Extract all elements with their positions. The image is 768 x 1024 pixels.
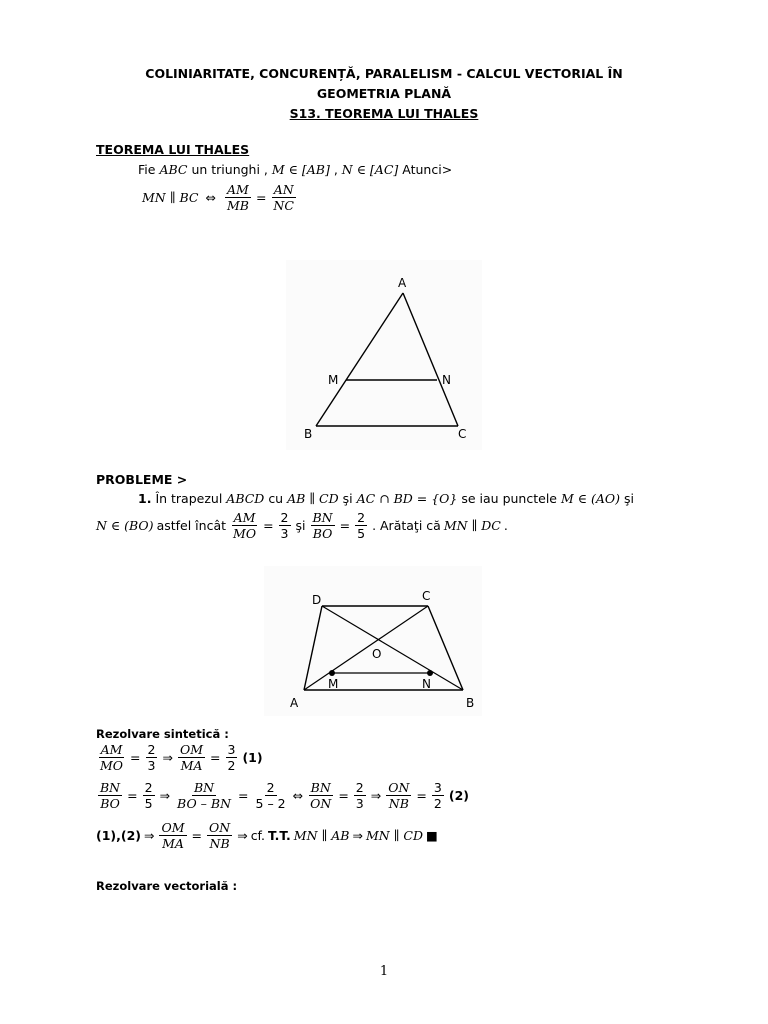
numerator: ON bbox=[209, 820, 231, 835]
denominator: MA bbox=[180, 758, 203, 773]
equals: = bbox=[255, 190, 267, 205]
fraction bbox=[226, 742, 238, 773]
denominator: 5 bbox=[144, 796, 153, 811]
label-b: B bbox=[304, 427, 313, 441]
side-ab bbox=[316, 293, 403, 426]
label-n: N bbox=[422, 677, 431, 691]
label-c: C bbox=[422, 589, 431, 603]
numerator: AM bbox=[100, 742, 123, 757]
fraction bbox=[98, 780, 122, 811]
fraction-2-3 bbox=[279, 510, 291, 541]
text: şi bbox=[624, 491, 634, 506]
diagonal-bd bbox=[322, 606, 463, 690]
fraction bbox=[178, 742, 205, 773]
fraction bbox=[354, 780, 366, 811]
implies-symbol: ⇒ bbox=[159, 788, 171, 803]
synthetic-solution-heading: Rezolvare sintetică : bbox=[96, 727, 229, 741]
denominator: MO bbox=[100, 758, 124, 773]
numerator: 3 bbox=[433, 780, 442, 795]
implies-symbol: ⇒ bbox=[370, 788, 382, 803]
label-c: C bbox=[458, 427, 467, 441]
label-a: A bbox=[290, 696, 299, 710]
side-bc bbox=[428, 606, 463, 690]
vector-solution-heading: Rezolvare vectorială : bbox=[96, 879, 238, 893]
theorem-heading: TEOREMA LUI THALES bbox=[96, 142, 250, 157]
fraction-bn-bo bbox=[311, 510, 335, 541]
denominator: NB bbox=[209, 836, 230, 851]
text: cf. bbox=[250, 828, 266, 843]
denominator: NB bbox=[388, 796, 409, 811]
fraction bbox=[432, 780, 444, 811]
numerator: ON bbox=[388, 780, 410, 795]
problem-number: 1. bbox=[138, 491, 152, 506]
denominator: 3 bbox=[280, 526, 289, 541]
numerator: BN bbox=[100, 780, 121, 795]
text: şi bbox=[295, 518, 306, 533]
denominator: 2 bbox=[227, 758, 236, 773]
numerator: AM bbox=[227, 182, 249, 197]
qed-mark: ■ bbox=[426, 828, 438, 843]
point-n-dot bbox=[427, 670, 433, 676]
numerator: 2 bbox=[357, 510, 366, 525]
denominator: 3 bbox=[355, 796, 364, 811]
fraction-am-mo bbox=[231, 510, 258, 541]
side-ac bbox=[403, 293, 458, 426]
point-n: N ∈ (BO) bbox=[96, 518, 154, 533]
thales-theorem-abbr: T.T. bbox=[268, 828, 291, 843]
denominator: MB bbox=[226, 198, 249, 213]
iff-symbol: ⇔ bbox=[205, 190, 216, 205]
formula-lhs: MN ∥ BC bbox=[142, 190, 199, 205]
label-a: A bbox=[398, 276, 407, 290]
equation-tag-2: (2) bbox=[448, 788, 469, 803]
denominator: MA bbox=[162, 836, 184, 851]
implies-symbol: ⇒ bbox=[352, 828, 363, 843]
numerator: BN bbox=[312, 510, 333, 525]
iff-symbol: ⇔ bbox=[292, 788, 304, 803]
text: se iau punctele bbox=[461, 491, 557, 506]
denominator: BO bbox=[100, 796, 120, 811]
text: cu bbox=[268, 491, 284, 506]
fraction bbox=[254, 780, 288, 811]
denominator: MO bbox=[233, 526, 257, 541]
numerator: 2 bbox=[266, 780, 275, 795]
doc-title-line-2: GEOMETRIA PLANĂ bbox=[316, 86, 452, 101]
text: un triunghi , bbox=[191, 162, 268, 177]
solution-line-3: (1),(2) ⇒ $\frac{OM}{MA}$ = $\frac{ON}{NB}$ ⇒ cf. T.T. MN ∥ AB ⇒ MN ∥ CD ■ bbox=[96, 820, 438, 851]
fraction-an-nc bbox=[271, 182, 296, 213]
fraction bbox=[159, 820, 186, 851]
condition-n: N ∈ [AC] bbox=[341, 162, 399, 177]
numerator: BN bbox=[310, 780, 331, 795]
text: În trapezul bbox=[155, 491, 223, 506]
numerator: AM bbox=[233, 510, 256, 525]
reference-1-2: (1),(2) bbox=[96, 828, 141, 843]
numerator: 2 bbox=[280, 510, 289, 525]
label-d: D bbox=[312, 593, 322, 607]
implies-symbol: ⇒ bbox=[162, 750, 173, 765]
trapezoid-figure bbox=[264, 566, 482, 716]
fraction bbox=[175, 780, 233, 811]
label-m: M bbox=[328, 373, 339, 387]
parallel-ab-cd: AB ∥ CD bbox=[287, 491, 339, 506]
numerator: AN bbox=[273, 182, 294, 197]
side-ad bbox=[304, 606, 322, 690]
fraction bbox=[207, 820, 232, 851]
condition-m: M ∈ [AB] bbox=[271, 162, 330, 177]
fraction-2-5 bbox=[355, 510, 367, 541]
trapezoid-name: ABCD bbox=[226, 491, 265, 506]
problem-1-line-1 bbox=[138, 491, 634, 506]
fraction bbox=[146, 742, 158, 773]
implies-symbol: ⇒ bbox=[144, 828, 155, 843]
numerator: 2 bbox=[147, 742, 156, 757]
denominator: NC bbox=[273, 198, 294, 213]
text: . Arătaţi că bbox=[372, 518, 441, 533]
diagonal-ac bbox=[304, 606, 428, 690]
denominator: 2 bbox=[433, 796, 442, 811]
numerator: OM bbox=[179, 742, 204, 757]
separator: , bbox=[333, 162, 338, 177]
label-n: N bbox=[442, 373, 451, 387]
point-m-dot bbox=[329, 670, 335, 676]
fraction bbox=[143, 780, 155, 811]
solution-line-2: $\frac{BN}{BO}$ = $\frac{2}{5}$ ⇒ $\frac{BN}{BO - BN}$ = $\frac{2}{5 - 2}$ ⇔ $\frac{BN}{ON}$ = $\frac{2}{3}$ ⇒ $\frac{ON}{NB}$ = $\frac{3}{2}$ (2) bbox=[100, 780, 469, 811]
goal-mn-dc: MN ∥ DC bbox=[443, 518, 501, 533]
parallel-mn-ab: MN ∥ AB bbox=[293, 828, 350, 843]
fraction bbox=[386, 780, 411, 811]
label-o: O bbox=[372, 647, 382, 661]
point-m: M ∈ (AO) bbox=[560, 491, 621, 506]
text: Fie bbox=[138, 162, 156, 177]
label-b: B bbox=[466, 696, 475, 710]
fraction-am-mb bbox=[225, 182, 251, 213]
intersection-o: AC ∩ BD = {O} bbox=[356, 491, 458, 506]
denominator: BO – BN bbox=[177, 796, 232, 811]
triangle-name: ABC bbox=[159, 162, 188, 177]
problems-heading: PROBLEME > bbox=[96, 472, 188, 487]
theorem-formula bbox=[142, 182, 298, 213]
period: . bbox=[503, 518, 508, 533]
text: astfel încât bbox=[156, 518, 227, 533]
numerator: 2 bbox=[355, 780, 364, 795]
denominator: 5 – 2 bbox=[255, 796, 286, 811]
numerator: OM bbox=[161, 820, 185, 835]
fraction bbox=[98, 742, 125, 773]
text: Atunci> bbox=[402, 162, 453, 177]
doc-title-line-1: COLINIARITATE, CONCURENȚĂ, PARALELISM - CALCUL VECTORIAL ÎN bbox=[145, 66, 623, 81]
triangle-figure bbox=[286, 260, 482, 450]
denominator: 3 bbox=[147, 758, 156, 773]
problem-1-line-2: N ∈ (BO) astfel încât $\frac{AM}{MO}$ = $\frac{2}{3}$ şi $\frac{BN}{BO}$ = $\frac{2}{5}$ . Arătaţi că MN ∥ DC . bbox=[96, 510, 508, 541]
denominator: ON bbox=[310, 796, 332, 811]
parallel-mn-cd: MN ∥ CD bbox=[365, 828, 423, 843]
denominator: 5 bbox=[357, 526, 366, 541]
implies-symbol: ⇒ bbox=[237, 828, 248, 843]
numerator: 3 bbox=[227, 742, 236, 757]
numerator: 2 bbox=[144, 780, 153, 795]
numerator: BN bbox=[193, 780, 215, 795]
doc-title-line-3: S13. TEOREMA LUI THALES bbox=[289, 106, 479, 121]
fraction bbox=[308, 780, 333, 811]
denominator: BO bbox=[312, 526, 333, 541]
label-m: M bbox=[328, 677, 339, 691]
theorem-statement bbox=[138, 162, 452, 177]
solution-line-1: $\frac{AM}{MO}$ = $\frac{2}{3}$ ⇒ $\frac{OM}{MA}$ = $\frac{3}{2}$ (1) bbox=[100, 742, 263, 773]
equation-tag-1: (1) bbox=[242, 750, 263, 765]
text: şi bbox=[342, 491, 353, 506]
page-number: 1 bbox=[379, 964, 389, 979]
